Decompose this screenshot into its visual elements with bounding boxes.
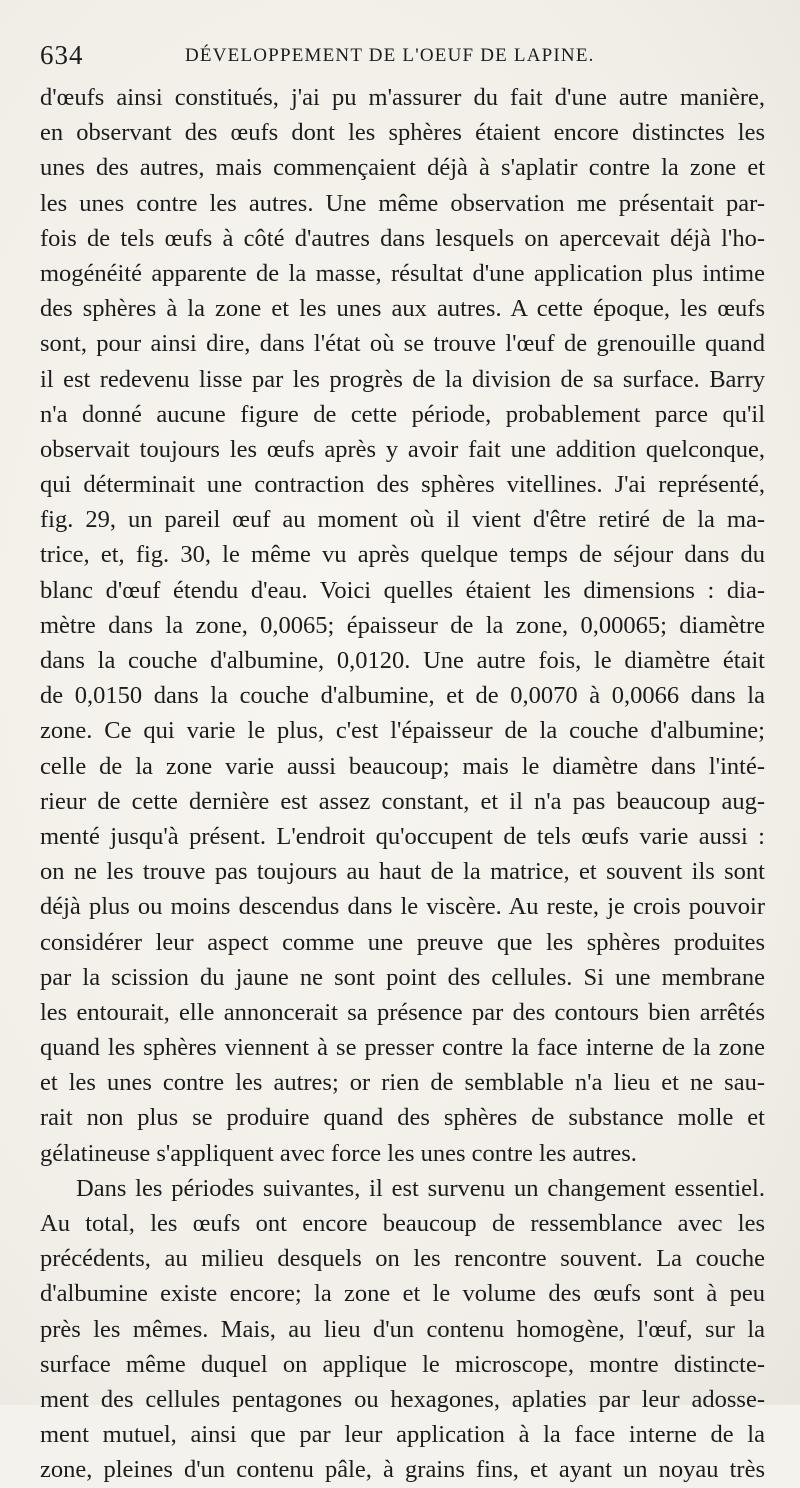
text-line: mogénéité apparente de la masse, résultat d'une application plus intime	[40, 259, 765, 287]
page-number: 634	[40, 40, 84, 70]
text-line: de 0,0150 dans la couche d'albumine, et de 0,0070 à 0,0066 dans la	[40, 682, 765, 710]
text-line: dans la couche d'albumine, 0,0120. Une autre fois, le diamètre était	[40, 647, 765, 674]
text-line: fois de tels œufs à côté d'autres dans lesquels on apercevait déjà l'ho-	[40, 224, 765, 252]
text-line: rieur de cette dernière est assez constant, et il n'a pas beaucoup aug-	[40, 787, 765, 815]
text-line: on ne les trouve pas toujours au haut de la matrice, et souvent ils sont	[40, 858, 765, 886]
text-line: précédents, au milieu desquels on les rencontre souvent. La couche	[40, 1245, 765, 1273]
text-line: d'œufs ainsi constitués, j'ai pu m'assurer du fait d'une autre manière,	[40, 84, 765, 111]
text-line: blanc d'œuf étendu d'eau. Voici quelles étaient les dimensions : dia-	[40, 576, 765, 604]
text-line: observait toujours les œufs après y avoir fait une addition quelconque,	[40, 435, 765, 463]
text-line: mètre dans la zone, 0,0065; épaisseur de la zone, 0,00065; diamètre	[40, 611, 765, 639]
text-line: rait non plus se produire quand des sphères de substance molle et	[40, 1104, 765, 1132]
text-line: d'albumine existe encore; la zone et le volume des œufs sont à peu	[40, 1280, 765, 1308]
body-text	[40, 80, 765, 1488]
running-title: DÉVELOPPEMENT DE L'OEUF DE LAPINE.	[185, 45, 595, 66]
text-line: n'a donné aucune figure de cette période, probablement parce qu'il	[40, 400, 765, 428]
text-line: gélatineuse s'appliquent avec force les unes contre les autres.	[40, 1139, 637, 1167]
text-line: fig. 29, un pareil œuf au moment où il vient d'être retiré de la ma-	[40, 506, 765, 534]
text-line: sont, pour ainsi dire, dans l'état où se trouve l'œuf de grenouille quand	[40, 330, 765, 358]
page-header	[40, 40, 765, 76]
text-line: les entourait, elle annoncerait sa présence par des contours bien arrêtés	[40, 998, 765, 1026]
text-line: zone, pleines d'un contenu pâle, à grains fins, et ayant un noyau très	[40, 1456, 765, 1484]
text-line: celle de la zone varie aussi beaucoup; mais le diamètre dans l'inté-	[40, 752, 765, 780]
paragraph	[40, 80, 765, 1171]
paragraphs	[40, 80, 765, 1488]
text-line: considérer leur aspect comme une preuve que les sphères produites	[40, 928, 765, 956]
text-line: trice, et, fig. 30, le même vu après quelque temps de séjour dans du	[40, 541, 765, 569]
text-line: des sphères à la zone et les unes aux autres. A cette époque, les œufs	[40, 295, 765, 323]
text-line: déjà plus ou moins descendus dans le viscère. Au reste, je crois pouvoir	[40, 893, 765, 921]
text-line: ment mutuel, ainsi que par leur application à la face interne de la	[40, 1421, 765, 1449]
text-line: en observant des œufs dont les sphères étaient encore distinctes les	[40, 119, 765, 147]
text-line: Au total, les œufs ont encore beaucoup de ressemblance avec les	[40, 1210, 765, 1237]
text-line: les unes contre les autres. Une même observation me présentait par-	[40, 189, 765, 217]
text-line: près les mêmes. Mais, au lieu d'un contenu homogène, l'œuf, sur la	[40, 1315, 765, 1343]
text-line: menté jusqu'à présent. L'endroit qu'occupent de tels œufs varie aussi :	[40, 822, 765, 850]
text-line: ment des cellules pentagones ou hexagones, aplaties par leur adosse-	[40, 1385, 765, 1413]
text-line: qui déterminait une contraction des sphères vitellines. J'ai représenté,	[40, 471, 765, 499]
text-line: il est redevenu lisse par les progrès de la division de sa surface. Barry	[40, 365, 765, 393]
text-line: unes des autres, mais commençaient déjà à s'aplatir contre la zone et	[40, 154, 765, 182]
text-line: par la scission du jaune ne sont point des cellules. Si une membrane	[40, 963, 765, 991]
text-line: quand les sphères viennent à se presser contre la face interne de la zone	[40, 1034, 765, 1062]
text-line: et les unes contre les autres; or rien de semblable n'a lieu et ne sau-	[40, 1069, 765, 1097]
text-line: zone. Ce qui varie le plus, c'est l'épaisseur de la couche d'albumine;	[40, 717, 765, 745]
text-line: Dans les périodes suivantes, il est survenu un changement essentiel.	[76, 1174, 765, 1202]
paragraph	[40, 1171, 765, 1488]
text-line: surface même duquel on applique le microscope, montre distincte-	[40, 1350, 765, 1378]
